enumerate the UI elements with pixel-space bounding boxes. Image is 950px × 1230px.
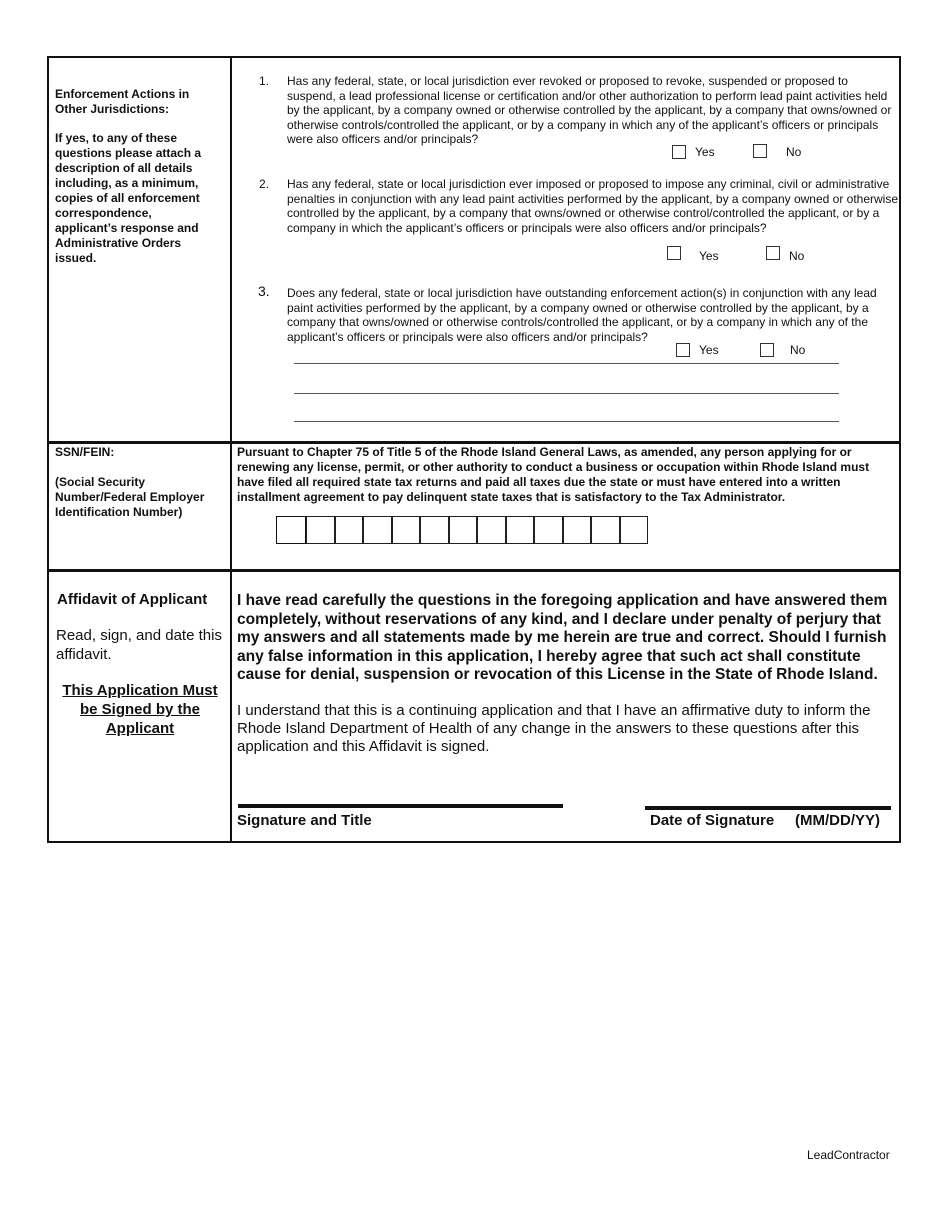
ssn-digit-box[interactable] bbox=[420, 516, 449, 544]
ssn-digit-box[interactable] bbox=[506, 516, 535, 544]
affidavit-continuing-duty: I understand that this is a continuing application and that I have an affirmative duty to inform the Rhode Island Department of Health of any change in the answers to these questions after this application and this Affidavit is signed. bbox=[237, 702, 871, 755]
must-sign-notice: This Application Must be Signed by the Applicant bbox=[62, 682, 218, 737]
ssn-digit-box[interactable] bbox=[335, 516, 364, 544]
affidavit-title: Affidavit of Applicant bbox=[57, 591, 208, 608]
description-line-3[interactable] bbox=[294, 421, 839, 422]
ssn-digit-box[interactable] bbox=[563, 516, 592, 544]
question-2-yes-label: Yes bbox=[699, 249, 719, 263]
question-3-number: 3. bbox=[258, 283, 270, 299]
question-1-text: Has any federal, state, or local jurisdiction ever revoked or proposed to revoke, suspended or proposed to suspend, a lead professional license or certification and/or other authorization to perform lead paint activities held by the applicant, by a company owned or otherwise controlled by the applicant, by a company that owns/owned or otherwise controls/controlled the applicant, or by a company in which any of the applicant’s officers or principals were also officers and/or principals? bbox=[287, 74, 892, 146]
question-3-no-label: No bbox=[790, 343, 806, 357]
signature-label: Signature and Title bbox=[237, 812, 372, 829]
enforcement-title: Enforcement Actions in Other Jurisdictions: bbox=[55, 87, 190, 116]
signature-line[interactable] bbox=[238, 804, 563, 808]
enforcement-instructions: If yes, to any of these questions please attach a description of all details including, as a minimum, copies of all enforcement correspondence, applicant’s response and Administrative Orders issued. bbox=[55, 131, 202, 265]
form-code: LeadContractor bbox=[807, 1148, 890, 1162]
affidavit-declaration: I have read carefully the questions in the foregoing application and have answered them completely, without reservations of any kind, and I declare under penalty of perjury that my answers and all statements made by me herein are true and correct. Should I furnish any false information in this application, I hereby agree that such act shall constitute cause for denial, suspension or revocation of this License in the State of Rhode Island. bbox=[237, 592, 888, 683]
ssn-digit-box[interactable] bbox=[477, 516, 506, 544]
ssn-input-boxes[interactable] bbox=[276, 516, 648, 544]
question-3-text: Does any federal, state or local jurisdiction have outstanding enforcement action(s) in conjunction with any lead paint activities performed by the applicant, by a company owned or otherwise controlled by the applicant, by a company that owns/owned or otherwise controls/controlled the applicant, or by a company in which any of the applicant’s officers or principals were also officers and/or principals? bbox=[287, 286, 877, 344]
question-3-no-checkbox[interactable] bbox=[760, 343, 774, 357]
ssn-digit-box[interactable] bbox=[392, 516, 421, 544]
date-line[interactable] bbox=[645, 806, 891, 810]
tax-notice: Pursuant to Chapter 75 of Title 5 of the Rhode Island General Laws, as amended, any person applying for or renewing any license, permit, or other authority to conduct a business or occupation within Rhode Island must have filed all required state tax returns and paid all taxes due the state or must have entered into a written installment agreement to pay delinquent state taxes that is satisfactory to the Tax Administrator. bbox=[237, 445, 870, 504]
question-3-yes-checkbox[interactable] bbox=[676, 343, 690, 357]
question-2-yes-checkbox[interactable] bbox=[667, 246, 681, 260]
question-1-yes-label: Yes bbox=[695, 145, 715, 159]
question-1-no-checkbox[interactable] bbox=[753, 144, 767, 158]
ssn-subtitle: (Social Security Number/Federal Employer Identification Number) bbox=[55, 475, 205, 519]
ssn-digit-box[interactable] bbox=[620, 516, 649, 544]
question-2-number: 2. bbox=[259, 177, 270, 191]
ssn-title: SSN/FEIN: bbox=[55, 445, 115, 459]
question-1-yes-checkbox[interactable] bbox=[672, 145, 686, 159]
ssn-digit-box[interactable] bbox=[363, 516, 392, 544]
question-2-no-checkbox[interactable] bbox=[766, 246, 780, 260]
section-divider bbox=[49, 441, 899, 444]
date-label: Date of Signature (MM/DD/YY) bbox=[650, 812, 881, 829]
question-1-no-label: No bbox=[786, 145, 802, 159]
application-form-table bbox=[47, 56, 901, 843]
description-line-2[interactable] bbox=[294, 393, 839, 394]
column-divider bbox=[230, 58, 232, 841]
ssn-digit-box[interactable] bbox=[449, 516, 478, 544]
ssn-digit-box[interactable] bbox=[534, 516, 563, 544]
section-divider bbox=[49, 569, 899, 572]
question-2-no-label: No bbox=[789, 249, 805, 263]
ssn-digit-box[interactable] bbox=[591, 516, 620, 544]
description-line-1[interactable] bbox=[294, 363, 839, 364]
question-2-text: Has any federal, state or local jurisdiction ever imposed or proposed to impose any criminal, civil or administrative penalties in conjunction with any lead paint activities performed by the applicant, by a company owned or otherwise controlled by the applicant, by a company that owns/owned or otherwise control/controlled the applicant, or by a company in which the applicant’s officers or principals were also officers and/or principals? bbox=[287, 177, 899, 235]
question-3-yes-label: Yes bbox=[699, 343, 719, 357]
ssn-digit-box[interactable] bbox=[306, 516, 335, 544]
question-1-number: 1. bbox=[259, 74, 270, 88]
affidavit-instruction: Read, sign, and date this affidavit. bbox=[56, 627, 222, 663]
ssn-digit-box[interactable] bbox=[276, 516, 306, 544]
